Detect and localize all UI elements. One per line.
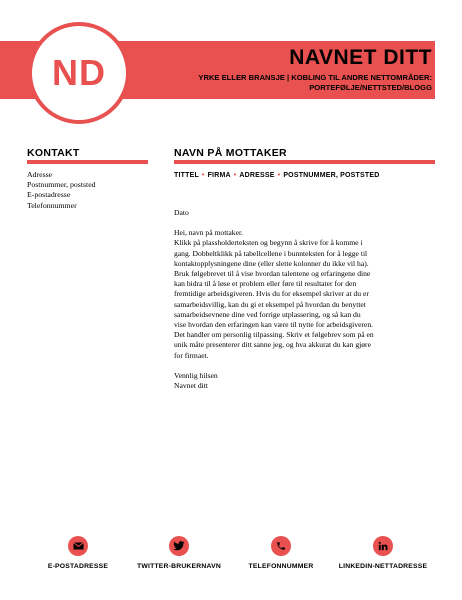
recipient-address: ADRESSE: [239, 172, 275, 179]
letter-line: kan bidra til å løse et problem eller føre til resultater for den: [174, 279, 357, 289]
letter-line: vise hvordan den erfaringen kan være til nytte for arbeidsgiveren.: [174, 320, 374, 330]
letter-line: Bruk følgebrevet til å vise hvordan talentene og erfaringene dine: [174, 269, 371, 279]
contact-postcode: Postnummer, poststed: [27, 180, 96, 190]
recipient-heading[interactable]: NAVN PÅ MOTTAKER: [174, 147, 287, 159]
letter-line: unik måte presenterer ditt sanne jeg, og hva akkurat du kan gjøre: [174, 340, 371, 350]
recipient-rule: [174, 160, 435, 164]
contact-rule: [27, 160, 148, 164]
footer-twitter-label: TWITTER-BRUKERNAVN: [137, 563, 221, 570]
monogram-circle: [28, 22, 130, 124]
linkedin-icon: [373, 536, 393, 556]
footer-linkedin[interactable]: [328, 536, 438, 570]
footer-email[interactable]: [23, 536, 133, 570]
letter-line: Det handler om personlig tilpassing. Skriv et følgebrev som på en: [174, 330, 374, 340]
recipient-details[interactable]: [174, 172, 380, 179]
footer-phone[interactable]: [226, 536, 336, 570]
letter-line: fremtidige arbeidsgiveren. Hvis du for eksempel skriver at du er: [174, 289, 369, 299]
separator-dot: •: [233, 172, 237, 179]
letter-closing: Vennlig hilsen: [174, 370, 218, 380]
separator-dot: •: [277, 172, 281, 179]
letter-line: samarbeidsevnene dine ved forrige utplassering, og så kan du: [174, 309, 361, 319]
footer-linkedin-label: LINKEDIN-NETTADRESSE: [338, 563, 428, 570]
separator-dot: •: [201, 172, 205, 179]
letter-line: gang. Dobbeltklikk på tabellcellene i bunnteksten for å legge til: [174, 248, 368, 258]
contact-heading[interactable]: KONTAKT: [27, 147, 80, 159]
letter-salutation: Hei, navn på mottaker.: [174, 228, 243, 238]
contact-email: E-postadresse: [27, 190, 71, 200]
envelope-icon: [68, 536, 88, 556]
recipient-title: TITTEL: [174, 172, 199, 179]
letter-line: samarbeidsvillig, kan du gi et eksempel på hvordan du benyttet: [174, 299, 366, 309]
letter-line: for firmaet.: [174, 350, 209, 360]
letter-line: kontaktopplysningene dine (eller slette kolonner du ikke vil ha).: [174, 258, 369, 268]
tagline-line-2: PORTEFØLJE/NETTSTED/BLOGG: [309, 83, 432, 92]
tagline-line-1: YRKE ELLER BRANSJE | KOBLING TIL ANDRE NETTOMRÅDER:: [198, 73, 432, 82]
letter-date: Dato: [174, 208, 189, 217]
recipient-company: FIRMA: [207, 172, 231, 179]
phone-icon: [271, 536, 291, 556]
header-tagline[interactable]: [152, 73, 432, 93]
footer-email-label: E-POSTADRESSE: [47, 563, 109, 570]
footer-phone-label: TELEFONNUMMER: [248, 563, 314, 570]
contact-block[interactable]: [27, 170, 96, 211]
contact-phone: Telefonnummer: [27, 200, 77, 210]
letter-line: Klikk på plassholderteksten og begynn å skrive for å komme i: [174, 238, 363, 248]
recipient-postcode: POSTNUMMER, POSTSTED: [283, 172, 380, 179]
letter-signature: Navnet ditt: [174, 381, 208, 391]
applicant-name[interactable]: NAVNET DITT: [289, 46, 432, 69]
contact-address: Adresse: [27, 170, 53, 179]
monogram-initials[interactable]: ND: [52, 52, 106, 93]
letter-body[interactable]: [174, 208, 436, 391]
footer-twitter[interactable]: [124, 536, 234, 570]
twitter-icon: [169, 536, 189, 556]
